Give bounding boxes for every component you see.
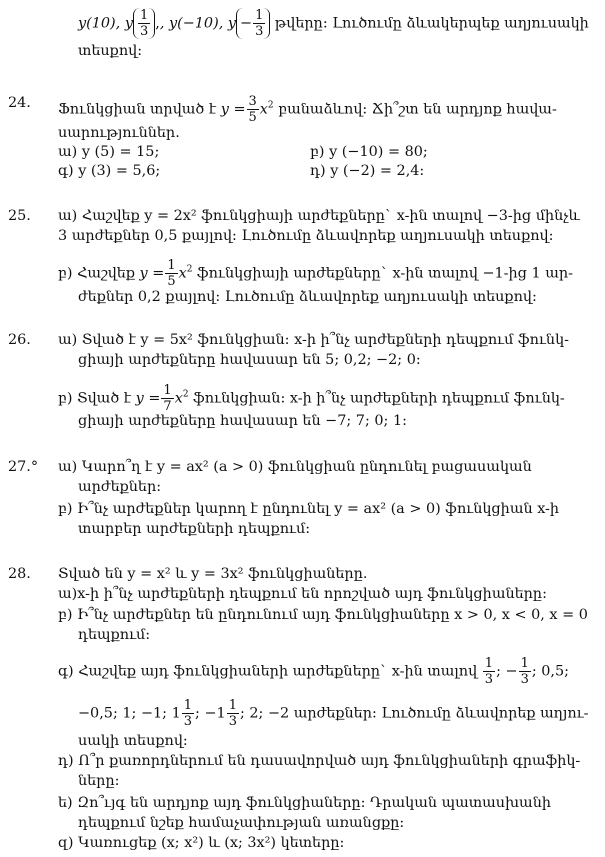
p25-number: 25. <box>8 208 31 224</box>
p24-item-a: ա) y (5) = 15; <box>58 144 160 160</box>
p27-a-line1: ա) Կարո՞ղ է y = ax² (a > 0) ֆունկցիան ընդունել բացասական <box>58 459 532 475</box>
p25-a-line2: 3 արժեքներ 0,5 քայլով: Լուծումը ձևավորեք աղյուսակի տեսքով: <box>58 228 554 244</box>
p23-continuation-line: y(10), y $\frac{1}{3}$ ,, y(−10), y − $\frac{1}{3}$ թվերը: Լուծումը ձևակերպեք աղյուսակի <box>78 8 589 39</box>
p24-item-b: բ) y (−10) = 80; <box>310 144 428 160</box>
p27-b-line2: տարբեր արժեքների դեպքում: <box>78 521 311 537</box>
p27-number: 27.° <box>8 459 39 475</box>
p28-b-line2: դեպքում: <box>78 627 151 643</box>
p24-item-c: գ) y (3) = 5,6; <box>58 163 161 179</box>
p28-intro: Տված են y = x² և y = 3x² ֆունկցիաները. <box>58 566 368 582</box>
p27-b-line1: բ) Ի՞նչ արժեքներ կարող է ընդունել y = ax² (a > 0) ֆունկցիան x-ի <box>58 501 560 517</box>
p25-a-line1: ա) Հաշվեք y = 2x² ֆունկցիայի արժեքները` x-ին տալով −3-ից մինչև <box>58 208 580 224</box>
p28-b-line1: բ) Ի՞նչ արժեքներ են ընդունում այդ ֆունկցիաները x > 0, x < 0, x = 0 <box>58 607 588 623</box>
p23-line2: տեսքով: <box>78 43 143 59</box>
p26-b-line2: ցիայի արժեքները հավասար են −7; 7; 0; 1: <box>78 413 407 429</box>
p26-b-line1: բ) Տված է y = $\frac{1}{7}$ $x^2$ ֆունկցիան: x-ի ի՞նչ արժեքների դեպքում ֆունկ- <box>58 383 565 414</box>
p26-a-line1: ա) Տված է y = 5x² ֆունկցիան: x-ի ի՞նչ արժեքների դեպքում ֆունկ- <box>58 332 569 348</box>
p28-e-line2: դեպքում նշեք համաչափության առանցքը: <box>78 815 405 831</box>
p28-d-line1: դ) Ո՞ր քառորդներում են դասավորված այդ ֆունկցիաների գրաֆիկ- <box>58 753 581 769</box>
p24-item-d: դ) y (−2) = 2,4: <box>310 163 425 179</box>
p25-b-line1: բ) Հաշվեք y = $\frac{1}{5}$ $x^2$ ֆունկցիայի արժեքները` x-ին տալով −1-ից 1 ար- <box>58 258 574 289</box>
p23-tail: թվերը: Լուծումը ձևակերպեք աղյուսակի <box>274 15 589 32</box>
p27-a-line2: արժեքներ: <box>78 479 162 495</box>
p28-item-z: զ) Կառուցեք (x; x²) և (x; 3x²) կետերը: <box>58 835 345 851</box>
p26-a-line2: ցիայի արժեքները հավասար են 5; 0,2; −2; 0: <box>78 352 421 368</box>
p28-d-line2: ները: <box>78 773 120 789</box>
p25-b-line2: ժեքներ 0,2 քայլով: Լուծումը ձևավորեք աղյուսակի տեսքով: <box>78 289 537 305</box>
p28-c-line3: սակի տեսքով: <box>78 733 188 749</box>
p28-number: 28. <box>8 566 31 582</box>
p28-c-line2: −0,5; 1; −1; 1 $\frac{1}{3}$ ; −1 $\frac{1}{3}$ ; 2; −2 արժեքներ: Լուծումը ձևավորեք աղյու- <box>78 698 589 729</box>
p28-e-line1: ե) Զո՞ւյգ են արդյոք այդ ֆունկցիաները: Դրական պատասխանի <box>58 795 551 811</box>
p24-line1: Ֆունկցիան տրված է y = $\frac{3}{5}$ $x^2$ բանաձևով: Ճի՞շտ են արդյոք հավա- <box>58 94 557 125</box>
p24-line2: սարություններ. <box>58 125 180 141</box>
p26-number: 26. <box>8 332 31 348</box>
p24-number: 24. <box>8 95 31 111</box>
p28-c-line1: գ) Հաշվեք այդ ֆունկցիաների արժեքները` x-ին տալով $\frac{1}{3}$ ; − $\frac{1}{3}$ ; 0,5; <box>58 656 570 687</box>
p28-item-a: ա)x-ի ի՞նչ արժեքների դեպքում են որոշված այդ ֆունկցիաները: <box>58 586 547 602</box>
